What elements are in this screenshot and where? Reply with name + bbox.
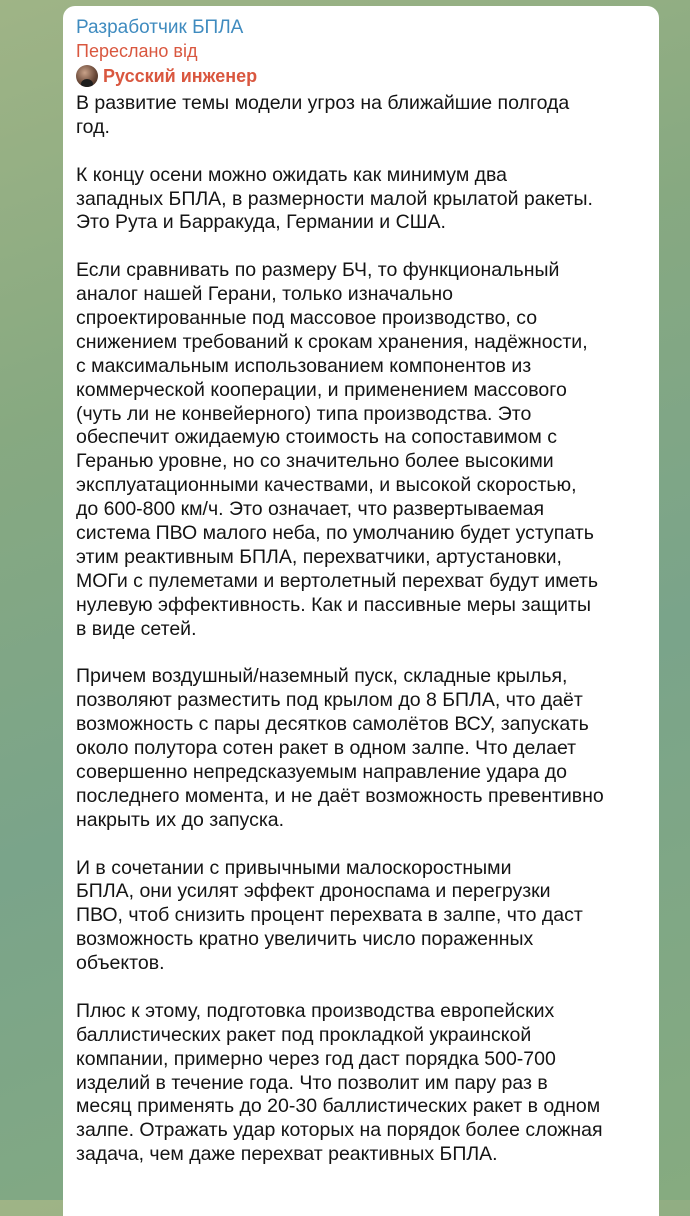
message-line: до 600-800 км/ч. Это означает, что развертываемая xyxy=(76,498,545,521)
message-line: около полутора сотен ракет в одном залпе. Что делает xyxy=(76,737,577,760)
message-line: год. xyxy=(76,115,110,138)
forward-source[interactable] xyxy=(76,62,647,90)
message-line: с максимальным использованием компонентов из xyxy=(76,354,532,377)
message-line: Геранью уровне, но со значительно более высокими xyxy=(76,450,554,473)
message-line: залпе. Отражать удар которых на порядок более сложная xyxy=(76,1119,603,1142)
message-line: совершенно непредсказуемым направление удара до xyxy=(76,760,568,783)
message-line: Причем воздушный/наземный пуск, складные крылья, xyxy=(76,665,568,688)
message-paragraph xyxy=(76,259,647,641)
forwarded-from-label: Переслано від xyxy=(76,41,198,61)
message-line: накрыть их до запуска. xyxy=(76,808,285,831)
message-line: И в сочетании с привычными малоскоростными xyxy=(76,856,512,879)
forwarded-message-bubble[interactable] xyxy=(63,6,659,1216)
message-line: снижением требований к срокам хранения, надёжности, xyxy=(76,330,588,353)
message-line: изделий в течение года. Что позволит им пару раз в xyxy=(76,1071,548,1094)
message-paragraph xyxy=(76,857,647,976)
message-line: спроектированные под массовое производство, со xyxy=(76,307,538,330)
source-channel-name[interactable]: Русский инженер xyxy=(103,66,258,86)
message-line: позволяют разместить под крылом до 8 БПЛА, что даёт xyxy=(76,689,583,712)
message-line: компании, примерно через год даст порядка 500-700 xyxy=(76,1047,556,1070)
source-avatar[interactable] xyxy=(76,65,98,87)
message-line: система ПВО малого неба, по умолчанию будет уступать xyxy=(76,522,594,545)
channel-name[interactable]: Разработчик БПЛА xyxy=(76,17,244,38)
message-paragraph xyxy=(76,1000,647,1167)
message-line: Если сравнивать по размеру БЧ, то функциональный xyxy=(76,259,560,282)
message-line: обеспечит ожидаемую стоимость на сопоставимом с xyxy=(76,426,557,449)
message-line: Плюс к этому, подготовка производства европейских xyxy=(76,999,555,1022)
message-line: возможность кратно увеличить число пораженных xyxy=(76,928,534,951)
message-line: (чуть ли не конвейерного) типа производства. Это xyxy=(76,402,532,425)
message-text xyxy=(76,92,647,1167)
message-paragraph xyxy=(76,665,647,832)
message-line: БПЛА, они усилят эффект дроноспама и перегрузки xyxy=(76,880,551,903)
message-line: в виде сетей. xyxy=(76,617,197,640)
message-line: последнего момента, и не даёт возможность превентивно xyxy=(76,784,604,807)
message-line: задача, чем даже перехват реактивных БПЛА. xyxy=(76,1143,498,1166)
message-line: К концу осени можно ожидать как минимум два xyxy=(76,163,508,186)
message-line: аналог нашей Герани, только изначально xyxy=(76,283,453,306)
message-line: объектов. xyxy=(76,952,165,975)
message-line: месяц применять до 20-30 баллистических ракет в одном xyxy=(76,1095,601,1118)
message-line: баллистических ракет под прокладкой украинской xyxy=(76,1023,532,1046)
message-line: ПВО, чтоб снизить процент перехвата в залпе, что даст xyxy=(76,904,583,927)
message-line: коммерческой кооперации, и применением массового xyxy=(76,378,567,401)
message-paragraph xyxy=(76,92,647,140)
message-line: западных БПЛА, в размерности малой крылатой ракеты. xyxy=(76,187,593,210)
message-line: В развитие темы модели угроз на ближайшие полгода xyxy=(76,92,570,114)
message-line: эксплуатационными качествами, и высокой скоростью, xyxy=(76,474,577,497)
message-line: МОГи с пулеметами и вертолетный перехват будут иметь xyxy=(76,569,599,592)
message-line: нулевую эффективность. Как и пассивные меры защиты xyxy=(76,593,592,616)
message-line: Это Рута и Барракуда, Германии и США. xyxy=(76,211,446,234)
message-paragraph xyxy=(76,164,647,236)
message-line: этим реактивным БПЛА, перехватчики, артустановки, xyxy=(76,545,562,568)
message-line: возможность с пары десятков самолётов ВСУ, запускать xyxy=(76,713,589,736)
